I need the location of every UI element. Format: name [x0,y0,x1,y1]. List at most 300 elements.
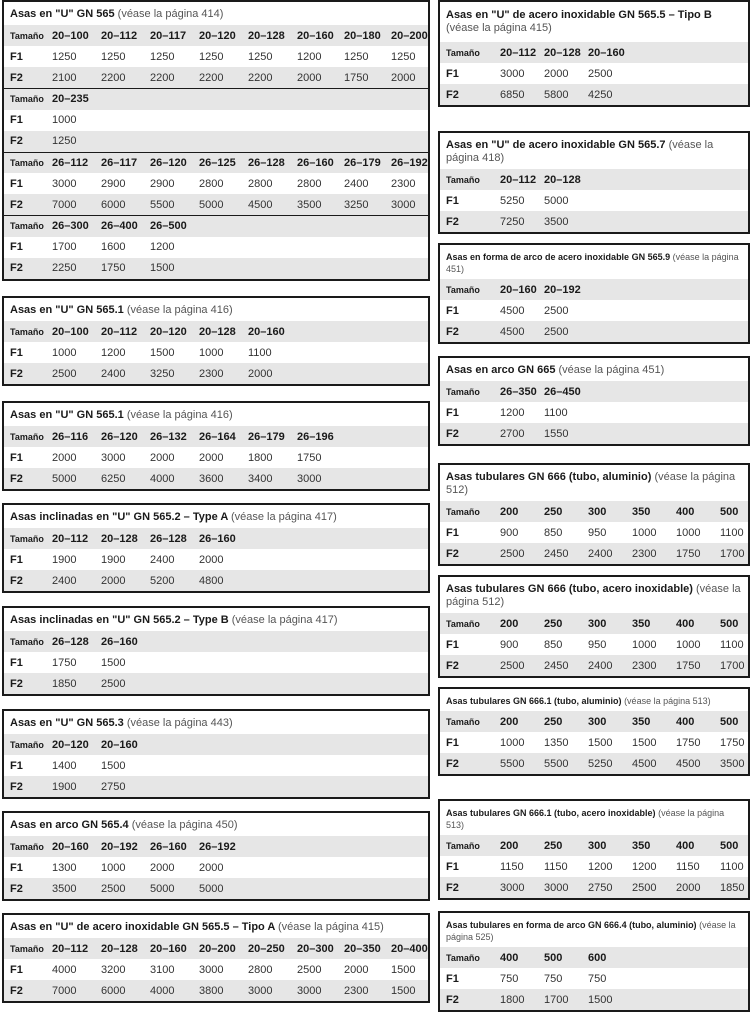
table-title [4,711,428,734]
force-cell: 2400 [582,655,626,676]
size-cell: 350 [626,613,670,634]
force-cell: 1750 [297,451,322,464]
size-cell [714,947,750,968]
force-table [4,938,430,1001]
f2-row [440,877,750,898]
size-cell: 26–128 [46,631,95,652]
size-row-label: Tamaño [4,216,46,237]
size-cell: 26–300 [46,216,95,237]
force-cell: 4800 [193,570,242,591]
size-cell [193,734,242,755]
size-cell: 20–112 [46,938,95,959]
force-cell: 1150 [500,860,524,873]
force-cell [385,673,430,694]
force-cell: 2500 [538,321,582,342]
size-cell: 20–120 [144,321,193,342]
force-cell: 2800 [297,177,322,190]
force-cell [714,84,750,105]
page-reference: (véase la página 513) [624,696,711,706]
force-cell [385,342,430,363]
force-cell: 5000 [144,878,193,899]
force-cell: 1500 [588,736,613,749]
size-row-label: Tamaño [4,938,46,959]
f1-row-label: F1 [446,860,459,873]
f1-row [440,968,750,989]
size-cell: 26–179 [242,426,291,447]
force-cell: 2500 [494,543,538,564]
size-cell: 26–116 [46,426,95,447]
table-title [440,245,748,279]
f2-row [440,211,750,232]
table-title-text: Asas en arco GN 665 [446,364,556,376]
size-cell: 26–179 [338,152,385,173]
force-cell [670,63,714,84]
force-cell [242,549,291,570]
size-row [440,835,750,856]
force-cell [338,237,385,258]
f2-row [4,131,430,152]
force-cell [193,755,242,776]
force-cell: 1500 [385,980,430,1001]
f1-row [4,173,430,194]
f2-row [4,67,430,88]
force-cell: 1750 [676,736,701,749]
force-cell: 1250 [150,50,175,63]
force-cell: 1250 [344,50,369,63]
size-cell: 20–400 [385,938,430,959]
force-cell: 3000 [291,468,338,489]
force-cell [144,652,193,673]
force-cell: 850 [544,638,563,651]
size-row-label: Tamaño [440,169,494,190]
size-cell: 200 [494,501,538,522]
right-table-6 [438,575,750,678]
force-cell: 4500 [494,321,538,342]
size-cell [385,321,430,342]
size-cell [338,631,385,652]
size-cell [193,631,242,652]
force-cell: 2900 [101,177,126,190]
size-cell [670,381,714,402]
right-table-8 [438,799,750,900]
left-table-1 [2,0,430,281]
force-cell: 2000 [95,570,144,591]
size-cell [242,836,291,857]
force-cell [338,342,385,363]
size-cell: 200 [494,835,538,856]
force-cell: 5800 [538,84,582,105]
force-cell [291,857,338,878]
force-cell [626,300,670,321]
size-cell: 300 [582,501,626,522]
size-row-label: Tamaño [440,613,494,634]
f2-row-label: F2 [4,980,46,1001]
force-cell: 2200 [144,67,193,88]
force-cell [626,63,670,84]
f1-row [4,342,430,363]
f2-row [440,543,750,564]
size-cell: 20–128 [242,25,291,46]
size-cell: 400 [670,835,714,856]
size-row [4,938,430,959]
force-cell [242,570,291,591]
f2-row [440,753,750,774]
f1-row-label: F1 [10,861,23,874]
force-cell: 2500 [297,963,322,976]
force-cell [670,300,714,321]
size-cell [714,279,750,300]
force-cell: 5500 [538,753,582,774]
force-cell [582,211,626,232]
size-cell [291,734,338,755]
size-cell [242,734,291,755]
force-cell: 2300 [626,543,670,564]
size-cell: 20–128 [193,321,242,342]
force-cell [670,968,714,989]
size-row-label: Tamaño [440,947,494,968]
force-cell: 1250 [101,50,126,63]
force-cell [338,258,385,279]
size-cell: 26–450 [538,381,582,402]
size-cell: 20–112 [95,25,144,46]
left-table-7 [2,811,430,901]
force-cell [626,402,670,423]
force-cell: 2800 [199,177,224,190]
size-cell: 350 [626,501,670,522]
force-cell: 1500 [582,989,626,1010]
f2-row [4,194,430,215]
force-cell [291,363,338,384]
size-cell: 26–192 [385,152,430,173]
size-cell [670,42,714,63]
force-cell [291,652,338,673]
size-cell [385,734,430,755]
size-cell: 20–160 [291,25,338,46]
force-cell: 2300 [391,177,416,190]
size-row [440,169,750,190]
size-row-label: Tamaño [4,734,46,755]
f1-row [440,634,750,655]
force-cell [338,468,385,489]
force-cell [193,652,242,673]
force-cell: 3100 [150,963,175,976]
force-cell [714,300,750,321]
table-title-text: Asas tubulares en forma de arco GN 666.4 (tubo, aluminio) [446,920,697,930]
size-cell: 20–117 [144,25,193,46]
force-cell: 2000 [199,553,224,566]
size-row [440,501,750,522]
f1-row-label: F1 [10,963,23,976]
f2-row [440,989,750,1010]
size-cell: 26–350 [494,381,538,402]
size-row [440,711,750,732]
size-cell: 26–192 [193,836,242,857]
force-cell [242,258,291,279]
force-cell [193,258,242,279]
size-cell: 26–196 [291,426,338,447]
size-cell: 20–200 [385,25,430,46]
force-cell: 1750 [670,543,714,564]
left-table-6 [2,709,430,799]
force-cell: 1400 [52,759,77,772]
table-title [4,403,428,426]
size-cell: 26–120 [144,152,193,173]
force-cell: 950 [588,638,607,651]
force-cell: 950 [588,526,607,539]
f1-row-label: F1 [10,656,23,669]
force-cell: 1900 [46,776,95,797]
force-cell: 1100 [720,638,744,651]
force-cell: 900 [500,526,519,539]
size-cell [670,169,714,190]
force-table [440,279,750,342]
force-cell: 1750 [670,655,714,676]
f2-row [440,655,750,676]
force-table [440,381,750,444]
f1-row [4,110,430,131]
force-cell: 1000 [101,861,126,874]
size-cell: 26–125 [193,152,242,173]
force-cell: 1000 [52,346,77,359]
size-cell: 20–160 [95,734,144,755]
force-cell [338,570,385,591]
force-cell: 750 [544,972,563,985]
force-cell [670,211,714,232]
force-cell: 1250 [391,50,416,63]
size-cell [144,89,193,110]
f2-row [440,84,750,105]
force-cell: 1550 [538,423,582,444]
force-cell: 1150 [676,860,700,873]
f2-row [4,258,430,279]
size-row [4,426,430,447]
force-cell [385,363,430,384]
force-cell: 1200 [500,406,525,419]
size-cell [385,216,430,237]
force-cell: 2450 [538,655,582,676]
f2-row-label: F2 [440,321,494,342]
force-cell: 1300 [52,861,77,874]
size-cell [714,381,750,402]
f1-row-label: F1 [10,50,23,63]
force-cell [714,211,750,232]
table-title [440,577,748,613]
force-cell: 2300 [193,363,242,384]
table-title-text: Asas en "U" GN 565.3 [10,717,124,729]
f1-row-label: F1 [10,346,23,359]
size-cell: 400 [670,501,714,522]
force-cell [242,878,291,899]
f2-row [4,363,430,384]
force-cell: 6850 [494,84,538,105]
force-cell [291,673,338,694]
size-cell: 20–112 [494,42,538,63]
f1-row-label: F1 [446,736,459,749]
table-title-text: Asas en arco GN 565.4 [10,819,129,831]
force-cell: 3000 [500,67,525,80]
force-cell: 1100 [720,526,744,539]
f2-row-label: F2 [440,423,494,444]
f1-row [440,190,750,211]
f1-row [4,549,430,570]
size-cell: 500 [714,835,750,856]
size-cell: 20–160 [242,321,291,342]
force-cell: 1000 [676,526,701,539]
force-cell [626,423,670,444]
force-cell: 2500 [494,655,538,676]
force-table [4,88,430,152]
right-table-7 [438,687,750,776]
force-cell [385,131,430,152]
size-row-label: Tamaño [4,836,46,857]
size-row-label: Tamaño [440,501,494,522]
f2-row-label: F2 [440,753,494,774]
force-cell: 5250 [500,194,525,207]
size-row-label: Tamaño [4,528,46,549]
force-cell: 2000 [150,861,175,874]
force-cell: 2500 [626,877,670,898]
force-cell [626,211,670,232]
size-cell [338,321,385,342]
force-cell [95,131,144,152]
force-cell [291,755,338,776]
force-cell: 1700 [52,241,77,253]
size-cell [626,381,670,402]
size-cell: 20–120 [46,734,95,755]
force-cell [714,423,750,444]
size-cell: 300 [582,835,626,856]
force-cell [95,110,144,131]
table-title [440,913,748,947]
size-cell [626,947,670,968]
page-reference: (véase la página 415) [446,22,552,34]
size-cell [291,89,338,110]
f2-row-label: F2 [440,989,494,1010]
f2-row [4,570,430,591]
size-row [4,321,430,342]
force-cell [385,237,430,258]
size-cell: 500 [714,613,750,634]
force-cell: 1000 [632,526,657,539]
size-cell: 250 [538,711,582,732]
force-cell [144,110,193,131]
f1-row-label: F1 [10,114,23,126]
size-cell: 20–200 [193,938,242,959]
left-table-8 [2,913,430,1003]
size-row [440,42,750,63]
table-title [4,505,428,528]
size-row [440,279,750,300]
size-cell [291,528,338,549]
size-cell [242,89,291,110]
f1-row-label: F1 [10,451,23,464]
force-cell: 1750 [720,736,745,749]
size-cell [582,169,626,190]
table-title [4,915,428,938]
f2-row [440,321,750,342]
f2-row [4,980,430,1001]
force-cell [338,755,385,776]
size-cell [95,89,144,110]
size-cell: 26–160 [144,836,193,857]
f2-row-label: F2 [4,258,46,279]
force-cell: 1200 [297,50,322,63]
force-cell: 1000 [632,638,657,651]
force-cell [670,190,714,211]
right-table-2 [438,131,750,234]
page-reference: (véase la página 451) [446,252,739,274]
force-cell [670,423,714,444]
force-cell [385,776,430,797]
force-cell [338,110,385,131]
size-row-label: Tamaño [4,426,46,447]
force-cell: 1500 [391,963,416,976]
f2-row-label: F2 [4,673,46,694]
force-cell [582,300,626,321]
force-cell: 2300 [626,655,670,676]
force-cell [193,110,242,131]
size-cell [714,169,750,190]
force-cell: 2000 [670,877,714,898]
force-cell: 5000 [544,194,569,207]
force-cell [385,258,430,279]
force-cell: 6000 [95,980,144,1001]
force-cell [193,673,242,694]
size-cell: 400 [494,947,538,968]
force-table [4,215,430,279]
force-cell: 1000 [199,346,224,359]
page-reference: (véase la página 417) [230,511,337,523]
force-table [4,836,430,899]
size-cell: 20–350 [338,938,385,959]
size-cell: 26–117 [95,152,144,173]
force-cell [670,402,714,423]
force-cell [291,570,338,591]
force-table [4,734,430,797]
right-table-5 [438,463,750,566]
force-table [4,321,430,384]
force-cell [626,84,670,105]
force-cell [626,989,670,1010]
size-cell [242,528,291,549]
force-table [440,42,750,105]
force-cell: 3000 [385,194,430,215]
force-table [4,528,430,591]
size-cell: 350 [626,711,670,732]
force-cell [242,652,291,673]
size-cell: 20–112 [494,169,538,190]
f1-row-label: F1 [10,177,23,190]
force-cell [582,402,626,423]
size-cell [338,426,385,447]
force-cell: 2400 [344,177,369,190]
size-cell: 26–160 [291,152,338,173]
force-cell: 1100 [720,860,744,873]
size-row-label: Tamaño [4,321,46,342]
force-cell: 5000 [193,194,242,215]
size-cell [144,631,193,652]
force-cell: 2200 [95,67,144,88]
table-title-text: Asas tubulares GN 666 (tubo, aluminio) [446,471,652,483]
size-cell: 26–128 [144,528,193,549]
f1-row [440,856,750,877]
size-cell [626,279,670,300]
force-cell: 750 [500,972,519,985]
size-cell: 400 [670,613,714,634]
force-cell: 3400 [242,468,291,489]
size-row [440,381,750,402]
left-table-3 [2,401,430,491]
